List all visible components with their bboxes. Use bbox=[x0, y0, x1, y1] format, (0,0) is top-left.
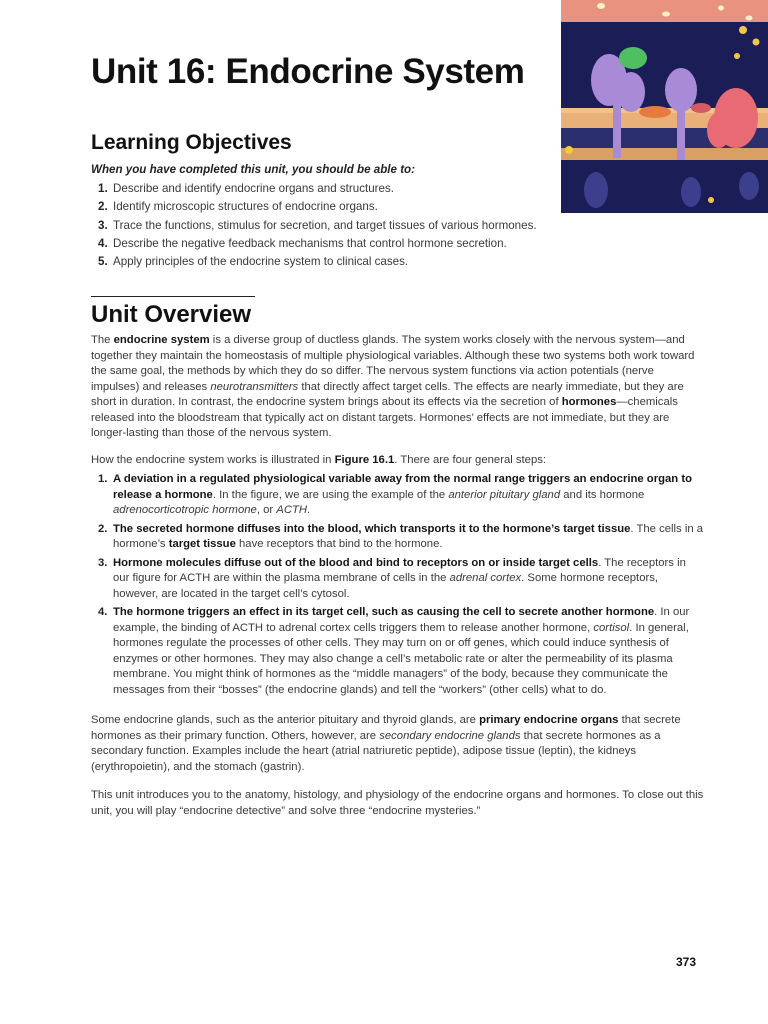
step-item bbox=[91, 522, 704, 553]
term-endocrine-system: endocrine system bbox=[113, 334, 210, 346]
text-run: . In our example, the binding of ACTH to adrenal cortex cells triggers them to release another hormone, bbox=[113, 606, 690, 634]
page-number: 373 bbox=[676, 955, 697, 969]
term-acth-full: adrenocorticotropic hormone bbox=[113, 504, 257, 516]
objective-item bbox=[91, 180, 537, 198]
step-heading: The secreted hormone diffuses into the blood, which transports it to the hormone’s target tissue bbox=[113, 522, 631, 535]
text-run: . There are four general steps: bbox=[394, 454, 547, 466]
objective-number: 3. bbox=[98, 218, 108, 232]
text-run: . In general, hormones regulate the processes of other cells. They may turn on or off genes, which could induce synthesis of enzymes or other hormones. They may also change a cell’s metabolic rate or alter the permeability of its plasma membrane. You might think of hormones as the “middle managers” of the body, because they communicate the messages from their “bosses” (the endocrine glands) and tell the “workers” (other cells) what to do. bbox=[113, 621, 689, 696]
steps-list bbox=[91, 472, 704, 701]
text-run: . The receptors in our figure for ACTH are within the plasma membrane of cells in the bbox=[113, 556, 686, 584]
term-cortisol: cortisol bbox=[593, 621, 630, 634]
learning-objectives-list bbox=[91, 180, 537, 271]
step-heading: Hormone molecules diffuse out of the blood and bind to receptors on or inside target cells bbox=[113, 556, 599, 569]
text-run: , or bbox=[256, 504, 277, 516]
unit-overview-heading: Unit Overview bbox=[91, 301, 252, 328]
objective-text: Identify microscopic structures of endocrine organs. bbox=[113, 200, 378, 214]
text-run: have receptors that bind to the hormone. bbox=[235, 538, 443, 550]
text-run: How the endocrine system works is illustrated in bbox=[91, 454, 335, 466]
term-secondary-endocrine-glands: secondary endocrine glands bbox=[379, 729, 521, 742]
objective-number: 5. bbox=[98, 255, 108, 269]
text-run: —chemicals released into the bloodstream that typically act on distant targets. Hormones’ effects are not immediate, but they are longer-lasting than those of the nervous system. bbox=[91, 396, 678, 439]
text-run: Some endocrine glands, such as the anterior pituitary and thyroid glands, are bbox=[91, 714, 480, 726]
term-primary-endocrine-organs: primary endocrine organs bbox=[479, 714, 619, 726]
step-item bbox=[91, 605, 704, 698]
section-divider bbox=[91, 296, 255, 297]
objective-item bbox=[91, 253, 537, 271]
learning-objectives-heading: Learning Objectives bbox=[91, 131, 292, 154]
text-run: is a diverse group of ductless glands. The system works closely with the nervous system—and together they maintain the homeostasis of multiple physiological variables. Although these two systems both work toward the same goal, the methods by which they do so differ. The nervous system functions via action potentials (nerve impulses) and releases bbox=[91, 334, 695, 393]
objective-text: Describe and identify endocrine organs and structures. bbox=[113, 182, 394, 195]
objective-number: 4. bbox=[98, 236, 108, 250]
step-number: 4. bbox=[98, 606, 108, 618]
term-adrenal-cortex: adrenal cortex bbox=[449, 572, 522, 584]
text-run: and its hormone bbox=[560, 488, 645, 501]
objective-number: 1. bbox=[98, 182, 108, 195]
overview-paragraph-3 bbox=[91, 713, 704, 775]
overview-paragraph-4: This unit introduces you to the anatomy, histology, and physiology of the endocrine organs and hormones. To close out this unit, you will play “endocrine detective” and solve three “endocrine mysteries.” bbox=[91, 789, 704, 817]
objective-item bbox=[91, 235, 537, 253]
text-run: that secrete hormones as their primary function. Others, however, are bbox=[91, 714, 681, 742]
overview-paragraph-1 bbox=[91, 333, 704, 442]
text-run: . In the figure, we are using the example of the bbox=[212, 488, 449, 501]
objective-number: 2. bbox=[98, 200, 108, 214]
step-heading: A deviation in a regulated physiological variable away from the normal range triggers an endocrine organ to release a hormone bbox=[113, 473, 692, 501]
text-run: that secrete hormones as a secondary function. Examples include the heart (atrial natriuretic peptide), adipose tissue (leptin), the kidneys (erythropoietin), and the stomach (gastrin). bbox=[91, 729, 661, 773]
term-hormones: hormones bbox=[561, 396, 617, 408]
text-run: The bbox=[91, 334, 114, 346]
text-run: . The cells in a hormone’s bbox=[113, 522, 704, 550]
objective-text: Describe the negative feedback mechanisms that control hormone secretion. bbox=[113, 236, 507, 250]
learning-objectives-intro: When you have completed this unit, you should be able to: bbox=[91, 163, 416, 176]
step-heading: The hormone triggers an effect in its target cell, such as causing the cell to secrete another hormone bbox=[113, 606, 655, 618]
page-title: Unit 16: Endocrine System bbox=[91, 52, 525, 91]
objective-item bbox=[91, 198, 537, 216]
figure-reference: Figure 16.1 bbox=[334, 454, 395, 466]
step-item bbox=[91, 556, 704, 603]
objective-text: Apply principles of the endocrine system to clinical cases. bbox=[113, 255, 409, 269]
term-neurotransmitters: neurotransmitters bbox=[210, 380, 299, 393]
step-number: 3. bbox=[98, 556, 108, 569]
term-target-tissue: target tissue bbox=[168, 538, 236, 550]
text-run: . Some hormone receptors, however, are located in the target cell’s cytosol. bbox=[113, 572, 659, 600]
step-item bbox=[91, 472, 704, 519]
text-run: that directly affect target cells. The effects are nearly immediate, but they are short in duration. In contrast, the endocrine system brings about its effects via the secretion of bbox=[91, 380, 684, 408]
term-acth: ACTH bbox=[276, 504, 308, 516]
step-number: 2. bbox=[98, 522, 108, 535]
overview-paragraph-2 bbox=[91, 453, 704, 469]
cell-membrane-illustration bbox=[561, 0, 768, 213]
step-number: 1. bbox=[98, 473, 108, 485]
text-run: . bbox=[307, 504, 311, 516]
objective-item bbox=[91, 217, 537, 235]
term-anterior-pituitary: anterior pituitary gland bbox=[448, 488, 561, 501]
objective-text: Trace the functions, stimulus for secretion, and target tissues of various hormones. bbox=[113, 218, 537, 232]
